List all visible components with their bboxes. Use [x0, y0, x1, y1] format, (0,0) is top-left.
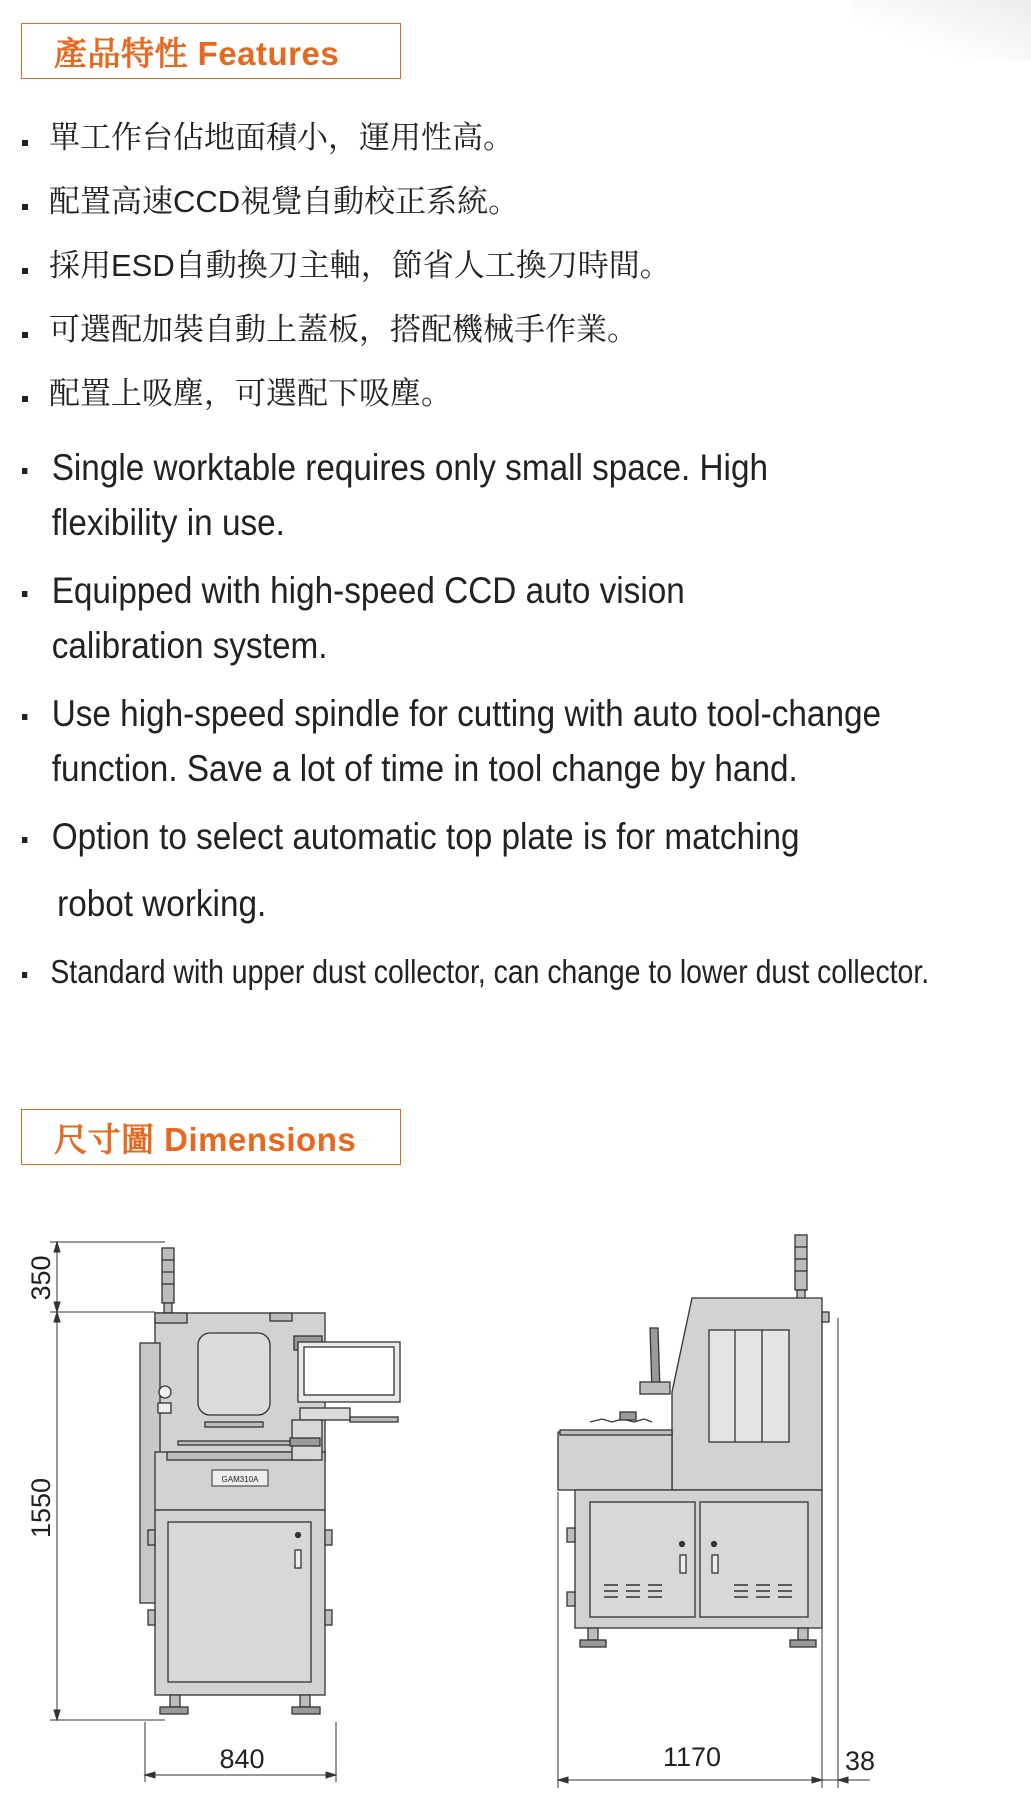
features-heading: 產品特性 Features — [21, 23, 401, 79]
feature-en-item — [22, 563, 922, 673]
feature-en-line: Standard with upper dust collector, can change to lower dust collector. — [50, 953, 930, 990]
feature-en-item — [22, 440, 922, 550]
side-offset-label: 38 — [844, 1746, 876, 1776]
feature-en-line: Single worktable requires only small space. High — [51, 447, 769, 488]
dimension-drawings — [0, 1130, 1031, 1800]
front-height-main-label: 1550 — [26, 1477, 56, 1539]
feature-zh-item: 配置上吸塵，可選配下吸塵。 — [22, 368, 671, 432]
feature-zh-item: 可選配加裝自動上蓋板，搭配機械手作業。 — [22, 304, 671, 368]
features-zh-list — [22, 112, 671, 432]
front-width-label: 840 — [219, 1744, 265, 1774]
side-view-drawing — [558, 1235, 829, 1647]
feature-en-line: flexibility in use. — [51, 502, 285, 543]
feature-zh-item: 採用ESD自動換刀主軸，節省人工換刀時間。 — [22, 240, 671, 304]
feature-en-item — [22, 809, 922, 931]
front-model-label: GAM310A — [221, 1475, 259, 1484]
feature-en-line: Equipped with high-speed CCD auto vision — [51, 570, 685, 611]
feature-en-line: Option to select automatic top plate is for matching — [51, 816, 800, 857]
front-height-top-label: 350 — [26, 1255, 56, 1301]
feature-en-line: function. Save a lot of time in tool change by hand. — [51, 748, 798, 789]
dimensions-heading: 尺寸圖 Dimensions — [21, 1109, 401, 1165]
feature-en-item — [22, 686, 922, 796]
feature-en-line: robot working. — [57, 883, 267, 924]
feature-en-item — [22, 944, 930, 999]
features-en-list — [22, 440, 1022, 1012]
side-width-label: 1170 — [662, 1742, 722, 1772]
feature-zh-item: 配置高速CCD視覺自動校正系統。 — [22, 176, 671, 240]
feature-en-line: calibration system. — [51, 625, 328, 666]
front-view-drawing — [140, 1248, 400, 1714]
corner-decoration — [851, 0, 1031, 60]
feature-zh-item: 單工作台佔地面積小，運用性高。 — [22, 112, 671, 176]
feature-en-line: Use high-speed spindle for cutting with auto tool-change — [51, 693, 882, 734]
